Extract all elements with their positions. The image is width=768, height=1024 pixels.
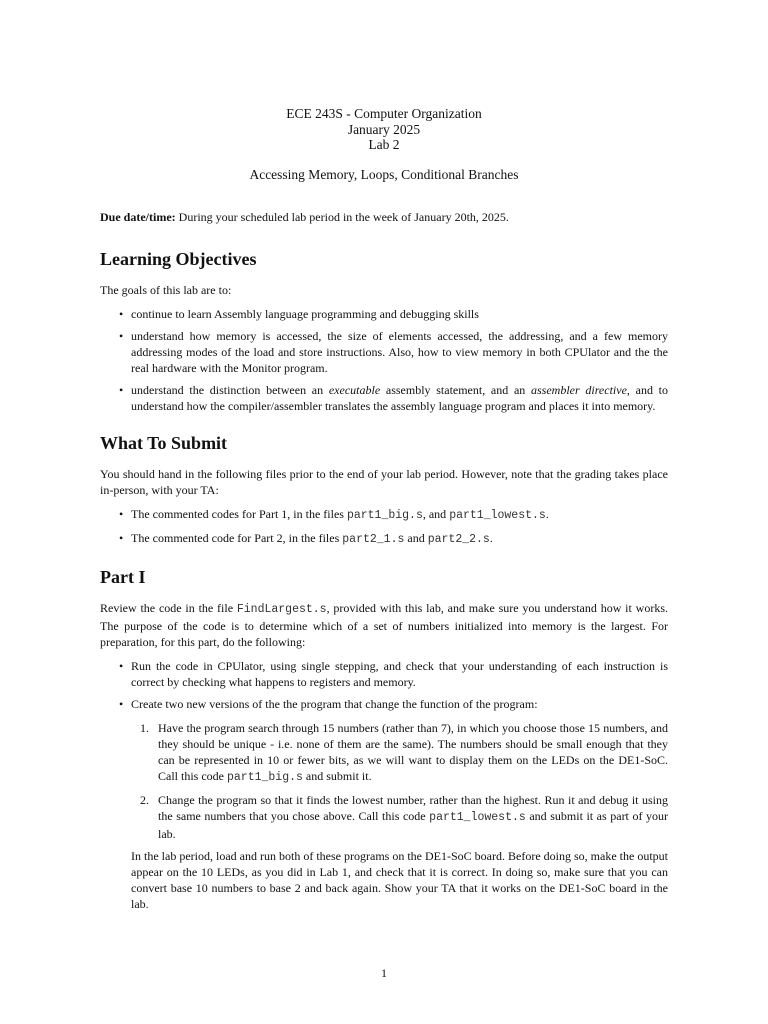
part-one-text: , provided with this lab, and make sure you understand how it works. The purpose of the code is to determine which of a set of numbers initialized into memory is the largest. For preparation, for this part, do the following: xyxy=(100,601,668,649)
due-label: Due date/time: xyxy=(100,210,176,224)
objectives-intro: The goals of this lab are to: xyxy=(100,283,232,297)
filename: part1_lowest.s xyxy=(429,811,526,824)
due-date xyxy=(100,209,668,225)
learning-objectives-heading: Learning Objectives xyxy=(100,249,257,269)
emphasis-assembler-directive: assembler directive xyxy=(531,383,627,397)
objective-item xyxy=(131,382,668,414)
document-header xyxy=(100,106,668,182)
filename: part1_big.s xyxy=(346,509,423,522)
part-one-closing: In the lab period, load and run both of these programs on the DE1-SoC board. Before doing so, make the output appear on the 10 LEDs, as you did in Lab 1, and check that it is correct. In doing so, make sure that you can convert base 10 numbers to base 2 and back again. Show your TA that it works on the DE1-SoC board in the lab. xyxy=(131,849,668,911)
version-text: and submit it as part of your lab. xyxy=(158,809,668,841)
version-item xyxy=(140,720,668,786)
submit-item xyxy=(131,530,668,548)
submit-text: . xyxy=(489,531,493,545)
submit-list xyxy=(100,506,668,548)
page-number: 1 xyxy=(381,966,387,980)
course-date: January 2025 xyxy=(347,121,421,137)
objectives-list xyxy=(100,306,668,414)
objective-text: , and to understand how the compiler/assembler translates the assembly language program and places it into memory. xyxy=(131,383,668,413)
submit-text: and xyxy=(404,531,428,545)
part-one-heading: Part I xyxy=(100,567,146,587)
submit-text: , and xyxy=(422,507,450,521)
versions-list xyxy=(131,720,668,842)
filename: part2_1.s xyxy=(342,533,405,546)
part-one-item: • Run the code in CPUlator, using single stepping, and check that your understanding of each instruction is correct by checking what happens to registers and memory. xyxy=(131,658,668,690)
part-one-intro xyxy=(100,600,668,650)
version-item xyxy=(140,792,668,842)
emphasis-executable: executable xyxy=(328,383,381,397)
item-number: 2. xyxy=(140,793,149,807)
submit-item xyxy=(131,506,668,524)
document-page xyxy=(100,106,668,912)
filename: part1_lowest.s xyxy=(449,509,546,522)
lab-subtitle: Accessing Memory, Loops, Conditional Branches xyxy=(249,166,519,182)
submit-text: . xyxy=(545,507,549,521)
objective-text: assembly statement, and an xyxy=(380,383,531,397)
objective-item: • continue to learn Assembly language programming and debugging skills xyxy=(131,306,668,322)
filename: part2_2.s xyxy=(427,533,490,546)
item-number: 1. xyxy=(140,721,149,735)
version-text: and submit it. xyxy=(302,769,372,783)
what-to-submit-heading: What To Submit xyxy=(100,433,228,453)
filename: part1_big.s xyxy=(227,771,303,784)
lab-number: Lab 2 xyxy=(368,137,400,152)
objective-item: • understand how memory is accessed, the size of elements accessed, the addressing, and a few memory addressing modes of the load and store instructions. Also, how to view memory in both CPUlator and the the real hardware with the Monitor program. xyxy=(131,328,668,376)
due-text: During your scheduled lab period in the week of January 20th, 2025. xyxy=(175,210,509,224)
version-text: Change the program so that it finds the lowest number, rather than the highest. Run it and debug it using the same numbers that you chose above. Call this code xyxy=(158,793,668,823)
course-title: ECE 243S - Computer Organization xyxy=(286,106,482,121)
version-text: Have the program search through 15 numbers (rather than 7), in which you choose those 15 numbers, and they should be unique - i.e. none of them are the same). The numbers should be small enough that they can be represented in 10 or fewer bits, as we will want to display them on the LEDs on the DE1-SoC. Call this code xyxy=(158,721,668,783)
objective-text: understand the distinction between an xyxy=(131,383,329,397)
part-one-text: Create two new versions of the the program that change the function of the program: xyxy=(131,697,538,711)
part-one-text: Review the code in the file xyxy=(100,601,237,615)
submit-text: The commented codes for Part 1, in the files xyxy=(131,507,347,521)
filename: FindLargest.s xyxy=(236,603,327,616)
submit-text: The commented code for Part 2, in the files xyxy=(131,531,343,545)
submit-intro: You should hand in the following files prior to the end of your lab period. However, note that the grading takes place in-person, with your TA: xyxy=(100,467,668,497)
part-one-item xyxy=(131,696,668,842)
part-one-list xyxy=(100,658,668,842)
